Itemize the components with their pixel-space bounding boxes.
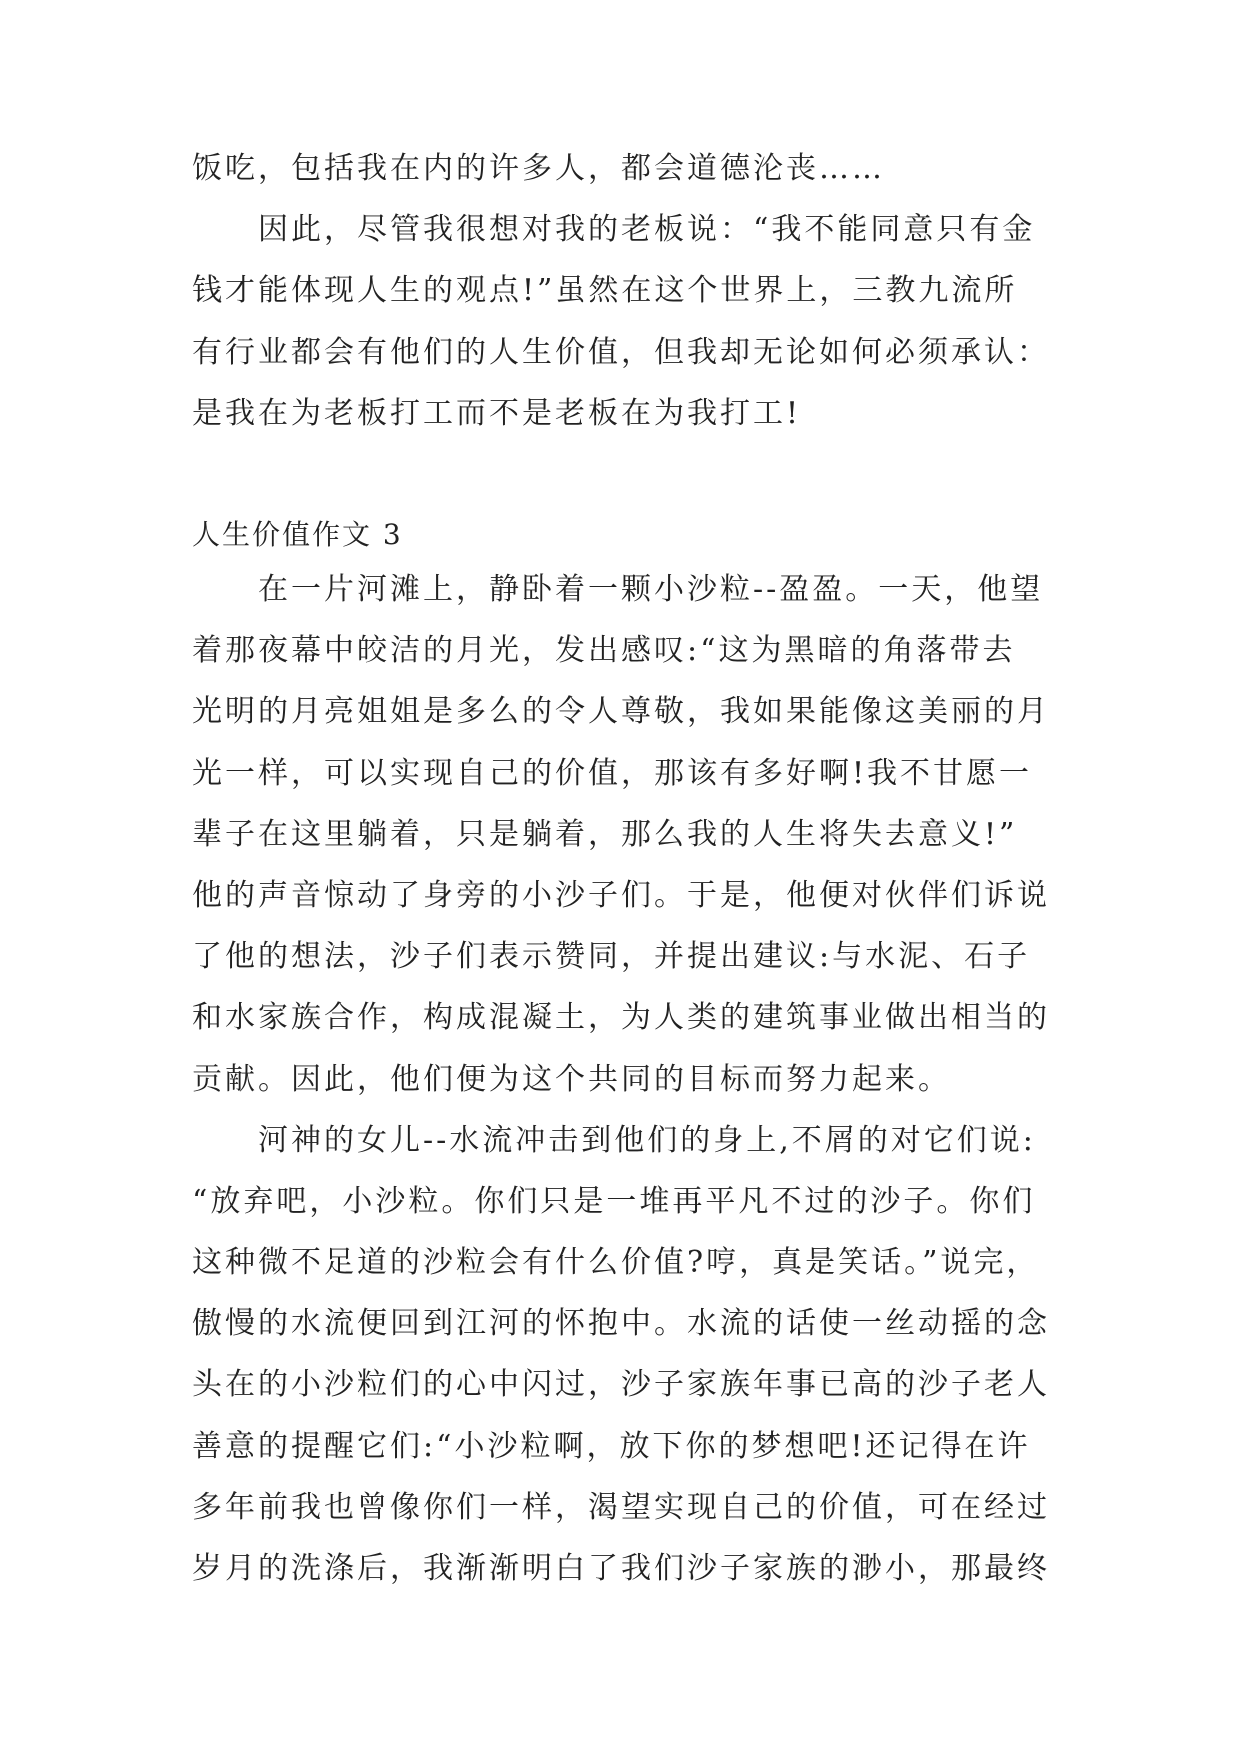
paragraph-line: 贡献。因此，他们便为这个共同的目标而努力起来。	[192, 1061, 951, 1097]
paragraph-line: 善意的提醒它们:“小沙粒啊，放下你的梦想吧!还记得在许	[192, 1428, 1031, 1464]
paragraph-line: “放弃吧，小沙粒。你们只是一堆再平凡不过的沙子。你们	[192, 1183, 1036, 1219]
paragraph-line: 辈子在这里躺着，只是躺着，那么我的人生将失去意义!”	[192, 816, 1018, 852]
paragraph-line: 他的声音惊动了身旁的小沙子们。于是，他便对伙伴们诉说	[192, 877, 1050, 913]
paragraph-line: 钱才能体现人生的观点!”虽然在这个世界上，三教九流所	[192, 273, 1018, 309]
essay-paragraphs-body	[192, 559, 1050, 1599]
paragraph-line: 是我在为老板打工而不是老板在为我打工!	[192, 395, 802, 431]
paragraph-line: 和水家族合作，构成混凝土，为人类的建筑事业做出相当的	[192, 1000, 1050, 1036]
paragraph-line: 头在的小沙粒们的心中闪过，沙子家族年事已高的沙子老人	[192, 1367, 1050, 1403]
paragraph-line: 傲慢的水流便回到江河的怀抱中。水流的话使一丝动摇的念	[192, 1306, 1050, 1342]
paragraph-line: 在一片河滩上，静卧着一颗小沙粒--盈盈。一天，他望	[258, 572, 1044, 607]
paragraph-line: 光明的月亮姐姐是多么的令人尊敬，我如果能像这美丽的月	[192, 694, 1050, 730]
paragraph-line: 这种微不足道的沙粒会有什么价值?哼，真是笑话。”说完，	[192, 1245, 1040, 1281]
paragraph-line: 着那夜幕中皎洁的月光，发出感叹:“这为黑暗的角落带去	[192, 633, 1016, 669]
paragraph-line: 有行业都会有他们的人生价值，但我却无论如何必须承认：	[192, 334, 1050, 370]
paragraph-line: 了他的想法，沙子们表示赞同，并提出建议:与水泥、石子	[192, 939, 1031, 975]
paragraph-line: 多年前我也曾像你们一样，渴望实现自己的价值，可在经过	[192, 1489, 1050, 1525]
paragraph-line: 岁月的洗涤后，我渐渐明白了我们沙子家族的渺小，那最终	[192, 1551, 1050, 1586]
essay-paragraphs-top	[192, 138, 1050, 444]
section-title: 人生价值作文 3	[192, 518, 403, 551]
paragraph-line: 饭吃，包括我在内的许多人，都会道德沦丧……	[192, 151, 885, 186]
paragraph-line: 河神的女儿--水流冲击到他们的身上,不屑的对它们说:	[258, 1122, 1036, 1158]
paragraph-line: 因此，尽管我很想对我的老板说：“我不能同意只有金	[258, 212, 1036, 248]
paragraph-line: 光一样，可以实现自己的价值，那该有多好啊!我不甘愿一	[192, 755, 1033, 791]
